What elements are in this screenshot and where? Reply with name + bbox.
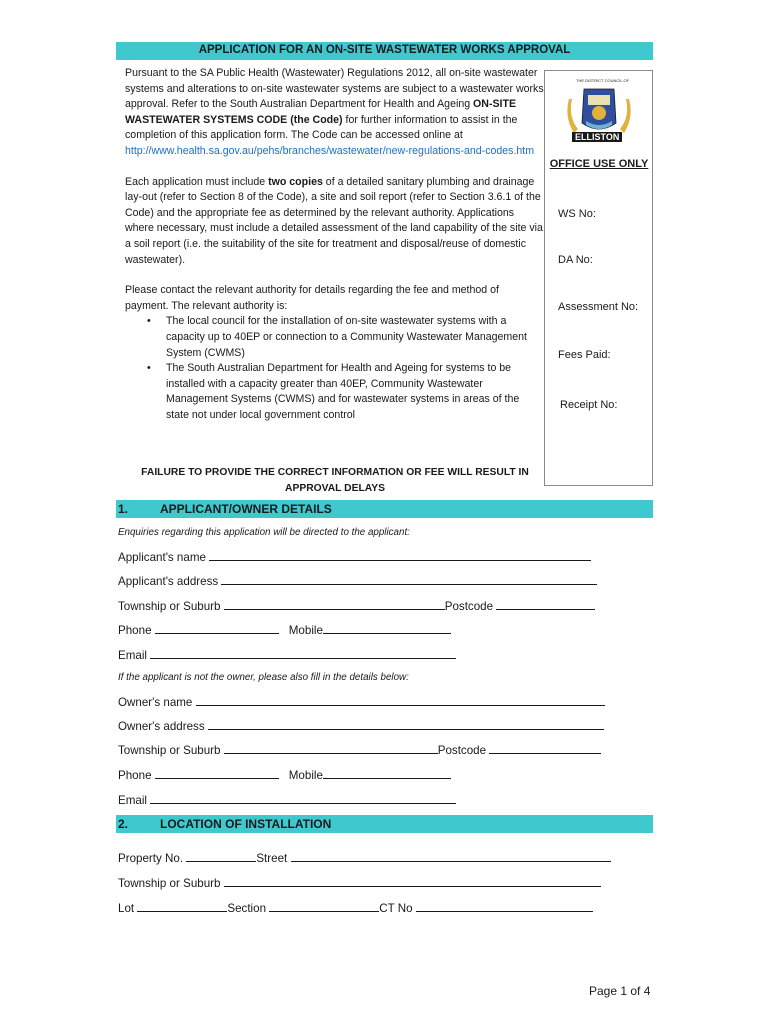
applicant-name-row: Applicant's name [118,549,591,564]
assessment-no-label: Assessment No: [558,301,639,313]
authority-list [125,314,545,423]
owner-email-field[interactable] [150,792,456,804]
owner-mobile-field[interactable] [323,767,451,779]
section-title: LOCATION OF INSTALLATION [160,817,332,831]
owner-township-row: Township or Suburb Postcode [118,742,601,757]
owner-phone-row: Phone Mobile [118,767,451,782]
location-township-row: Township or Suburb [118,875,601,890]
ws-no-label: WS No: [558,208,596,220]
location-township-field[interactable] [224,875,601,887]
property-row: Property No. Street [118,850,611,865]
list-item: • The South Australian Department for Health and Ageing for systems to be installed with a capacity greater than 40EP, Community Wastewater Management Systems (CWMS) and for wastewater systems in areas of the state not under local government control [147,362,520,421]
owner-phone-field[interactable] [155,767,279,779]
intro-paragraph-2: Each application must include two copies of a detailed sanitary plumbing and drainage lay-out (refer to Section 8 of the Code), a site and soil report (refer to Section 3.6.1 of the Code) and the appropriate fee as determined by the relevant authority. Applications where necessary, must include a detailed assessment of the land capability of the site via a soil report (i.e. the suitability of the site for treatment and disposal/reuse of domestic wastewater). [125,175,543,266]
section-number: 1. [118,502,129,516]
page-number: Page 1 of 4 [589,984,651,998]
applicant-email-field[interactable] [150,647,456,659]
logo-top-text: THE DISTRICT COUNCIL OF [576,78,630,83]
owner-township-field[interactable] [224,742,438,754]
owner-address-field[interactable] [208,718,604,730]
applicant-email-row: Email [118,647,456,662]
page-title: APPLICATION FOR AN ON-SITE WASTEWATER WORKS APPROVAL [198,44,571,56]
owner-name-row: Owner's name [118,694,605,709]
applicant-township-row: Township or Suburb Postcode [118,598,595,613]
owner-postcode-field[interactable] [489,742,601,754]
section-number: 2. [118,817,129,831]
lot-row: Lot Section CT No [118,900,593,915]
property-no-field[interactable] [186,850,256,862]
warning-text: FAILURE TO PROVIDE THE CORRECT INFORMATION OR FEE WILL RESULT IN APPROVAL DELAYS [141,467,529,494]
title-bar [116,42,653,60]
intro-paragraph-3: Please contact the relevant authority for details regarding the fee and method of payment. The relevant authority is: [125,284,499,312]
section-2-header [116,815,653,833]
applicant-address-row: Applicant's address [118,573,597,588]
ct-no-field[interactable] [416,900,593,912]
owner-email-row: Email [118,792,456,807]
office-use-title: OFFICE USE ONLY [549,158,649,170]
applicant-phone-field[interactable] [155,622,279,634]
intro-text [125,66,545,423]
applicant-phone-row: Phone Mobile [118,622,451,637]
owner-note: If the applicant is not the owner, please also fill in the details below: [118,672,409,683]
section-field[interactable] [269,900,379,912]
owner-address-row: Owner's address [118,718,604,733]
applicant-name-field[interactable] [209,549,591,561]
receipt-no-label: Receipt No: [560,399,618,411]
code-link[interactable]: http://www.health.sa.gov.au/pehs/branches/wastewater/new-regulations-and-codes.htm [125,144,535,157]
lot-field[interactable] [137,900,227,912]
da-no-label: DA No: [558,254,593,266]
section-1-header [116,500,653,518]
applicant-address-field[interactable] [221,573,597,585]
applicant-mobile-field[interactable] [323,622,451,634]
logo-name: ELLISTON [572,132,622,142]
section-title: APPLICANT/OWNER DETAILS [160,502,332,516]
fees-paid-label: Fees Paid: [558,349,611,361]
applicant-postcode-field[interactable] [496,598,595,610]
street-field[interactable] [291,850,611,862]
applicant-note: Enquiries regarding this application will be directed to the applicant: [118,527,410,538]
intro-paragraph-1: Pursuant to the SA Public Health (Wastewater) Regulations 2012, all on-site wastewater systems and alterations to on-site wastewater systems are subject to a wastewater works approval. Refer to the South Australian Department for Health and Ageing ON-SITE WASTEWATER SYSTEMS CODE (the Code) for further information to assist in the completion of this application form. The Code can be accessed online at http://www.health.sa.gov.au/pehs/branches/wastewater/new-regulations-and-codes.htm [125,67,544,157]
owner-name-field[interactable] [196,694,605,706]
list-item: • The local council for the installation of on-site wastewater systems with a capacity up to 40EP or connection to a Community Wastewater Management System (CWMS) [147,315,527,359]
applicant-township-field[interactable] [224,598,445,610]
